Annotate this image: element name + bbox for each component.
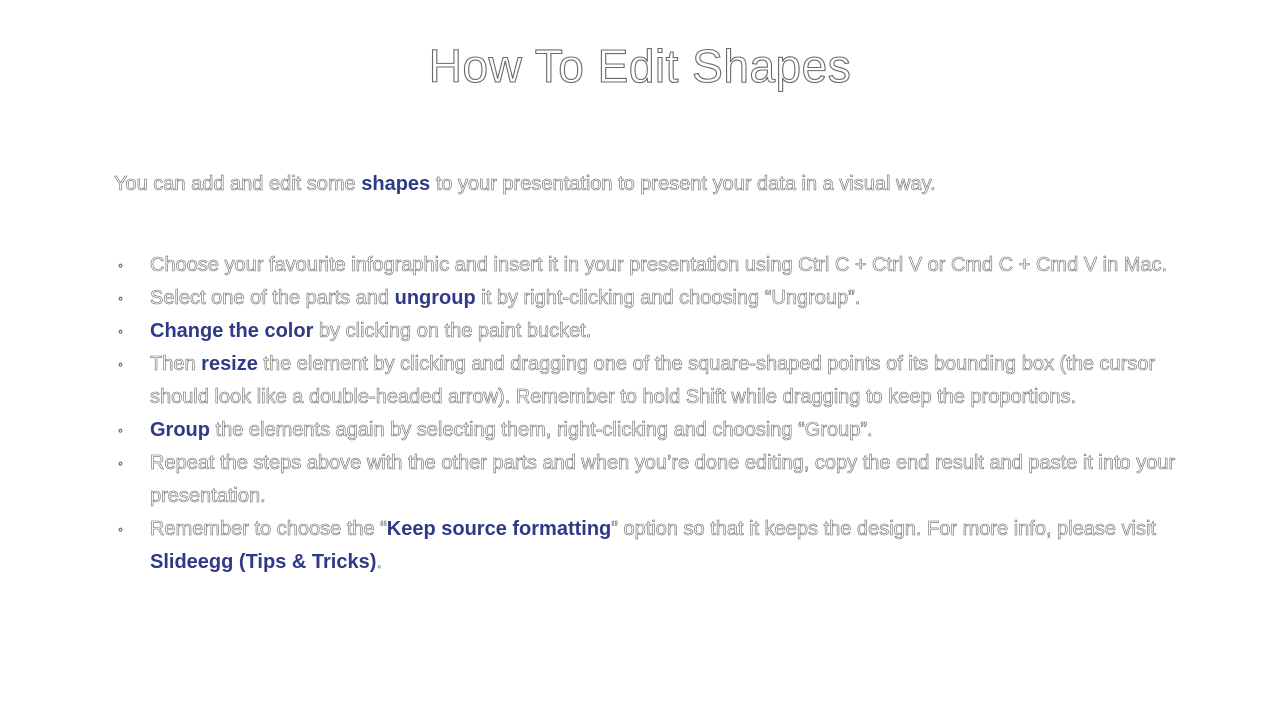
- step-highlight: Keep source formatting: [386, 518, 612, 540]
- list-item: [114, 315, 1194, 348]
- list-item: [114, 414, 1194, 447]
- intro-highlight-shapes: shapes: [361, 173, 431, 195]
- intro-text: to your presentation to present your data in a visual way.: [430, 173, 936, 195]
- slideegg-link[interactable]: Slideegg (Tips & Tricks): [150, 551, 377, 573]
- bullet-icon: ◦: [118, 257, 123, 273]
- list-item: [114, 282, 1194, 315]
- step-text: the element by clicking and dragging one of the square-shaped points of its bounding box (the cursor should look like a double-headed arrow). Remember to hold Shift while dragging to keep the proportions.: [150, 353, 1156, 408]
- slide-title: How To Edit Shapes: [428, 40, 852, 92]
- step-text: Repeat the steps above with the other parts and when you’re done editing, copy the end result and paste it into your presentation.: [150, 452, 1176, 507]
- list-item: [114, 447, 1194, 513]
- list-item: [114, 348, 1194, 414]
- step-text: Choose your favourite infographic and insert it in your presentation using Ctrl C + Ctrl V or Cmd C + Cmd V in Mac.: [150, 254, 1168, 276]
- step-highlight: ungroup: [394, 287, 476, 309]
- bullet-icon: ◦: [118, 323, 123, 339]
- bullet-icon: ◦: [118, 422, 123, 438]
- step-text: ” option so that it keeps the design. For more info, please visit: [611, 518, 1156, 540]
- step-highlight: Change the color: [150, 320, 314, 342]
- step-text: Select one of the parts and: [150, 287, 395, 309]
- bullet-icon: ◦: [118, 290, 123, 306]
- step-text: .: [376, 551, 382, 573]
- intro-paragraph: [114, 170, 1194, 198]
- step-text: Then: [150, 353, 202, 375]
- bullet-icon: ◦: [118, 455, 123, 471]
- bullet-icon: ◦: [118, 356, 123, 372]
- list-item: [114, 249, 1194, 282]
- step-text: Remember to choose the “: [150, 518, 387, 540]
- intro-text: You can add and edit some: [114, 173, 362, 195]
- step-highlight: resize: [201, 353, 258, 375]
- list-item: [114, 513, 1194, 579]
- steps-list: [114, 249, 1194, 579]
- step-text: by clicking on the paint bucket.: [313, 320, 592, 342]
- step-highlight: Group: [150, 419, 210, 441]
- bullet-icon: ◦: [118, 521, 123, 537]
- step-text: it by right-clicking and choosing “Ungroup”.: [475, 287, 861, 309]
- step-text: the elements again by selecting them, right-clicking and choosing “Group”.: [210, 419, 873, 441]
